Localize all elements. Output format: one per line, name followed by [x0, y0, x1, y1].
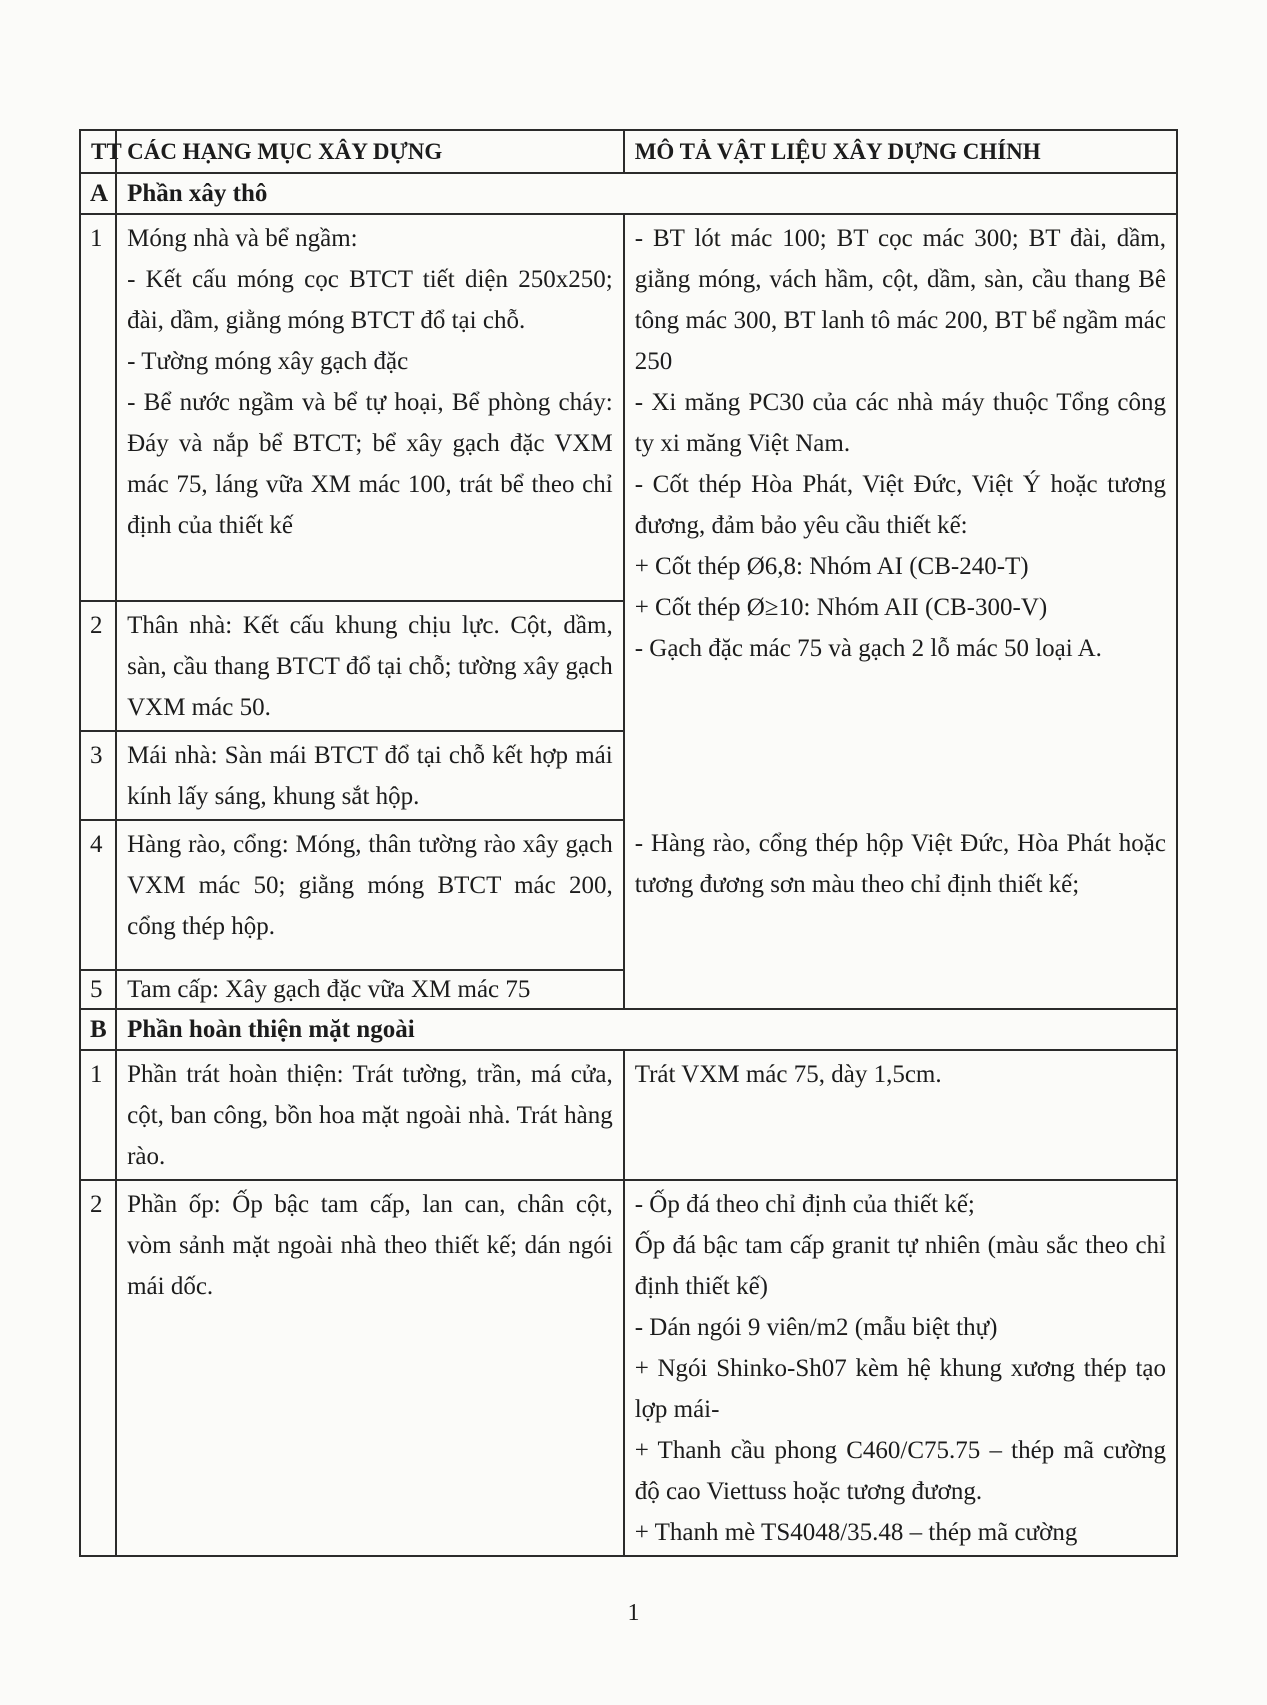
desc-line: + Thanh mè TS4048/35.48 – thép mã cường [634, 1519, 1078, 1546]
table-row [80, 214, 1177, 601]
row-a1-line: - Kết cấu móng cọc BTCT tiết diện 250x250; đài, dầm, giằng móng BTCT đổ tại chỗ. [127, 266, 613, 334]
row-a-desc-fence: - Hàng rào, cổng thép hộp Việt Đức, Hòa Phát hoặc tương đương sơn màu theo chỉ định thiết kế; [624, 820, 1177, 1009]
section-a-tt: A [80, 173, 116, 214]
row-a4-item: Hàng rào, cổng: Móng, thân tường rào xây gạch VXM mác 50; giằng móng BTCT mác 200, cổng thép hộp. [116, 820, 624, 970]
section-b-title: Phần hoàn thiện mặt ngoài [116, 1009, 1177, 1050]
header-construction-items: CÁC HẠNG MỤC XÂY DỰNG [116, 130, 624, 173]
row-a3-tt: 3 [80, 731, 116, 820]
desc-line: Ốp đá bậc tam cấp granit tự nhiên (màu sắc theo chỉ định thiết kế) [634, 1232, 1166, 1300]
row-b1-desc: Trát VXM mác 75, dày 1,5cm. [624, 1050, 1177, 1180]
table-row [80, 1050, 1177, 1180]
desc-line: + Cốt thép Ø≥10: Nhóm AII (CB-300-V) [634, 594, 1048, 621]
row-a5-item: Tam cấp: Xây gạch đặc vữa XM mác 75 [116, 970, 624, 1009]
materials-table [79, 129, 1178, 1557]
desc-line: - Cốt thép Hòa Phát, Việt Đức, Việt Ý hoặc tương đương, đảm bảo yêu cầu thiết kế: [634, 471, 1166, 539]
row-a1-line: Móng nhà và bể ngầm: [127, 225, 358, 252]
row-b2-tt: 2 [80, 1180, 116, 1556]
table-row [80, 820, 1177, 970]
row-a2-tt: 2 [80, 601, 116, 731]
desc-line: - Gạch đặc mác 75 và gạch 2 lỗ mác 50 loại A. [634, 635, 1102, 662]
row-b1-item: Phần trát hoàn thiện: Trát tường, trần, má cửa, cột, ban công, bồn hoa mặt ngoài nhà. Trát hàng rào. [116, 1050, 624, 1180]
desc-line: - BT lót mác 100; BT cọc mác 300; BT đài, dầm, giằng móng, vách hầm, cột, dầm, sàn, cầu thang Bê tông mác 300, BT lanh tô mác 200, BT bể ngầm mác 250 [634, 225, 1166, 375]
row-a5-tt: 5 [80, 970, 116, 1009]
row-a-desc-main [624, 214, 1177, 820]
row-a1-line: - Bể nước ngầm và bể tự hoại, Bể phòng cháy: Đáy và nắp bể BTCT; bể xây gạch đặc VXM mác 75, láng vữa XM mác 100, trát bể theo chỉ định của thiết kế [127, 389, 613, 539]
header-tt: TT [80, 130, 116, 173]
row-b1-tt: 1 [80, 1050, 116, 1180]
header-material-description: MÔ TẢ VẬT LIỆU XÂY DỰNG CHÍNH [624, 130, 1177, 173]
row-a1-item [116, 214, 624, 601]
desc-line: + Ngói Shinko-Sh07 kèm hệ khung xương thép tạo lợp mái- [634, 1355, 1166, 1423]
row-a4-tt: 4 [80, 820, 116, 970]
desc-line: + Thanh cầu phong C460/C75.75 – thép mã cường độ cao Viettuss hoặc tương đương. [634, 1437, 1166, 1505]
section-row-a [80, 173, 1177, 214]
desc-line: - Ốp đá theo chỉ định của thiết kế; [634, 1191, 975, 1218]
table-row [80, 1180, 1177, 1556]
section-a-title: Phần xây thô [116, 173, 1177, 214]
row-a3-item: Mái nhà: Sàn mái BTCT đổ tại chỗ kết hợp mái kính lấy sáng, khung sắt hộp. [116, 731, 624, 820]
header-row [80, 130, 1177, 173]
section-b-tt: B [80, 1009, 116, 1050]
row-b2-item: Phần ốp: Ốp bậc tam cấp, lan can, chân cột, vòm sảnh mặt ngoài nhà theo thiết kế; dán ngói mái dốc. [116, 1180, 624, 1556]
row-b2-desc [624, 1180, 1177, 1556]
page-number: 1 [627, 1600, 640, 1626]
row-a1-tt: 1 [80, 214, 116, 601]
desc-line: - Dán ngói 9 viên/m2 (mẫu biệt thự) [634, 1314, 998, 1341]
desc-line: + Cốt thép Ø6,8: Nhóm AI (CB-240-T) [634, 553, 1029, 580]
desc-line: - Xi măng PC30 của các nhà máy thuộc Tổng công ty xi măng Việt Nam. [634, 389, 1166, 457]
section-row-b [80, 1009, 1177, 1050]
row-a1-line: - Tường móng xây gạch đặc [127, 348, 409, 375]
row-a2-item: Thân nhà: Kết cấu khung chịu lực. Cột, dầm, sàn, cầu thang BTCT đổ tại chỗ; tường xây gạch VXM mác 50. [116, 601, 624, 731]
